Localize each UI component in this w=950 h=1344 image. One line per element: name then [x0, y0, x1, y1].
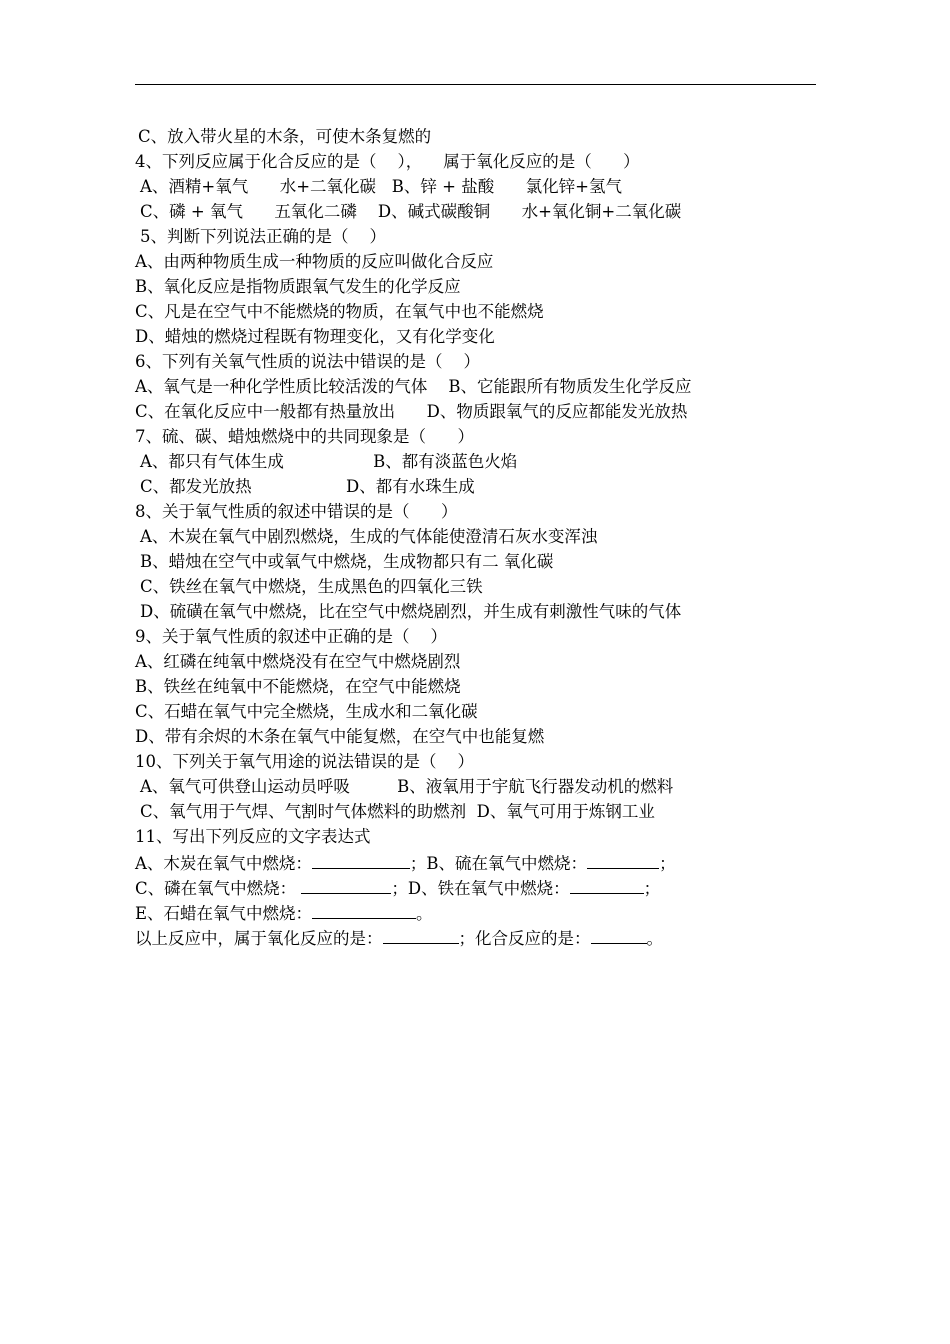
question-9: 9、关于氧气性质的叙述中正确的是（ ）	[135, 627, 447, 646]
question-4: 4、下列反应属于化合反应的是（ ）， 属于氧化反应的是（ ）	[135, 152, 640, 171]
option-line: B、蜡烛在空气中或氧气中燃烧，生成物都只有二 氧化碳	[140, 552, 554, 571]
option-line: A、氧气可供登山运动员呼吸 B、液氧用于宇航飞行器发动机的燃料	[140, 777, 674, 796]
option-line: C、都发光放热 D、都有水珠生成	[140, 477, 475, 496]
option-line: A、由两种物质生成一种物质的反应叫做化合反应	[135, 252, 494, 271]
text-line: C、放入带火星的木条，可使木条复燃的	[138, 127, 432, 146]
option-line: D、带有余烬的木条在氧气中能复燃，在空气中也能复燃	[135, 727, 545, 746]
answer-blank[interactable]	[301, 875, 391, 894]
option-line: A、氧气是一种化学性质比较活泼的气体 B、它能跟所有物质发生化学反应	[135, 377, 692, 396]
fill-line-c: C、磷在氧气中燃烧： ；D、铁在氧气中燃烧： ；	[135, 875, 660, 901]
option-line: A、酒精+氧气 水+二氧化碳 B、锌 + 盐酸 氯化锌+氢气	[140, 177, 623, 196]
fill-line-e: E、石蜡在氧气中燃烧： 。	[135, 900, 433, 926]
question-10: 10、下列关于氧气用途的说法错误的是（ ）	[135, 752, 474, 771]
answer-blank[interactable]	[587, 850, 659, 869]
option-line: B、氧化反应是指物质跟氧气发生的化学反应	[135, 277, 461, 296]
fill-line-a: A、木炭在氧气中燃烧： ；B、硫在氧气中燃烧： ；	[135, 850, 676, 876]
option-line: C、磷 + 氧气 五氧化二磷 D、碱式碳酸铜 水+氧化铜+二氧化碳	[140, 202, 682, 221]
option-line: A、木炭在氧气中剧烈燃烧，生成的气体能使澄清石灰水变浑浊	[140, 527, 598, 546]
question-11: 11、写出下列反应的文字表达式	[135, 827, 371, 846]
answer-blank[interactable]	[591, 925, 647, 944]
question-8: 8、关于氧气性质的叙述中错误的是（ ）	[135, 502, 458, 521]
option-line: C、凡是在空气中不能燃烧的物质，在氧气中也不能燃烧	[135, 302, 544, 321]
answer-blank[interactable]	[383, 925, 459, 944]
header-rule	[135, 84, 816, 85]
question-6: 6、下列有关氧气性质的说法中错误的是（ ）	[135, 352, 480, 371]
option-line: C、氧气用于气焊、气割时气体燃料的助燃剂 D、氧气可用于炼钢工业	[140, 802, 655, 821]
option-line: B、铁丝在纯氧中不能燃烧，在空气中能燃烧	[135, 677, 461, 696]
question-7: 7、硫、碳、蜡烛燃烧中的共同现象是（ ）	[135, 427, 474, 446]
option-line: D、蜡烛的燃烧过程既有物理变化，又有化学变化	[135, 327, 495, 346]
option-line: A、红磷在纯氧中燃烧没有在空气中燃烧剧烈	[135, 652, 461, 671]
option-line: A、都只有气体生成 B、都有淡蓝色火焰	[140, 452, 518, 471]
option-line: C、在氧化反应中一般都有热量放出 D、物质跟氧气的反应都能发光放热	[135, 402, 688, 421]
answer-blank[interactable]	[570, 875, 644, 894]
option-line: D、硫磺在氧气中燃烧，比在空气中燃烧剧烈，并生成有刺激性气味的气体	[140, 602, 682, 621]
option-line: C、石蜡在氧气中完全燃烧，生成水和二氧化碳	[135, 702, 478, 721]
answer-blank[interactable]	[312, 850, 410, 869]
fill-line-summary: 以上反应中，属于氧化反应的是： ；化合反应的是： 。	[135, 925, 663, 951]
question-5: 5、判断下列说法正确的是（ ）	[140, 227, 386, 246]
answer-blank[interactable]	[312, 900, 416, 919]
option-line: C、铁丝在氧气中燃烧，生成黑色的四氧化三铁	[140, 577, 483, 596]
